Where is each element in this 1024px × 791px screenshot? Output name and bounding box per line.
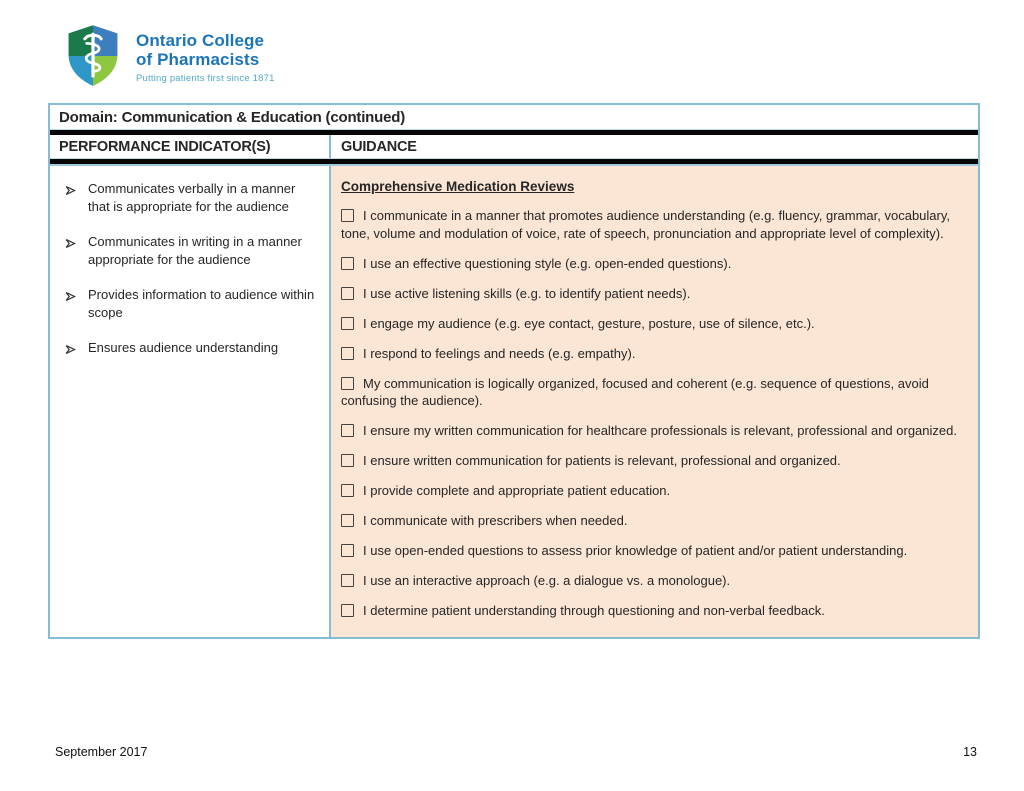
checkbox[interactable] (341, 424, 354, 437)
performance-indicator-item (63, 233, 319, 268)
logo-tagline: Putting patients first since 1871 (136, 73, 275, 84)
performance-indicators-cell (50, 166, 331, 637)
checkbox[interactable] (341, 454, 354, 467)
checkbox[interactable] (341, 544, 354, 557)
checkbox[interactable] (341, 514, 354, 527)
guidance-item-text: I ensure written communication for patients is relevant, professional and organized. (363, 453, 841, 468)
guidance-item-text: I use active listening skills (e.g. to identify patient needs). (363, 285, 691, 301)
checkbox[interactable] (341, 287, 354, 300)
guidance-checklist-item (341, 345, 962, 363)
checkbox[interactable] (341, 209, 354, 222)
logo-org-line1: Ontario College (136, 31, 265, 50)
guidance-item-text: I communicate with prescribers when needed. (363, 513, 628, 528)
guidance-checklist-item (341, 422, 962, 440)
arrow-bullet-icon (63, 286, 76, 321)
arrow-bullet-icon (63, 180, 76, 215)
guidance-item-text: I ensure my written communication for healthcare professionals is relevant, professional and organized. (363, 423, 957, 438)
guidance-item-text: I communicate in a manner that promotes audience understanding (e.g. fluency, grammar, vocabulary, tone, volume and modulation of voice, rate of speech, pronunciation and appropriate level of complexity). (341, 208, 950, 241)
guidance-cell (331, 166, 978, 637)
column-header-row (50, 135, 978, 159)
performance-indicator-text: Communicates verbally in a manner that is appropriate for the audience (88, 181, 296, 214)
guidance-item-text: I use open-ended questions to assess prior knowledge of patient and/or patient understanding. (363, 543, 908, 558)
performance-indicator-text: Provides information to audience within scope (88, 287, 315, 320)
shield-caduceus-icon (64, 23, 122, 89)
domain-table (48, 103, 980, 639)
logo-org-line2: of Pharmacists (136, 50, 260, 69)
guidance-checklist-item (341, 375, 962, 410)
checkbox[interactable] (341, 377, 354, 390)
performance-indicator-item (63, 286, 319, 321)
table-body-row (50, 164, 978, 637)
performance-indicator-text: Communicates in writing in a manner appropriate for the audience (88, 234, 302, 267)
guidance-checklist-item (341, 572, 962, 590)
guidance-item-text: I respond to feelings and needs (e.g. empathy). (363, 345, 636, 361)
guidance-checklist-item (341, 482, 962, 500)
performance-indicator-text: Ensures audience understanding (88, 340, 279, 355)
guidance-checklist-item (341, 207, 962, 242)
checkbox[interactable] (341, 317, 354, 330)
checkbox[interactable] (341, 347, 354, 360)
guidance-section-title: Comprehensive Medication Reviews (341, 179, 575, 194)
arrow-bullet-icon (63, 339, 76, 360)
guidance-item-text: I determine patient understanding through questioning and non-verbal feedback. (363, 603, 825, 618)
guidance-checklist-item (341, 255, 962, 273)
checkbox[interactable] (341, 604, 354, 617)
guidance-checklist-item (341, 315, 962, 333)
guidance-checklist-item (341, 285, 962, 303)
guidance-item-text: I use an interactive approach (e.g. a dialogue vs. a monologue). (363, 573, 731, 588)
checkbox[interactable] (341, 257, 354, 270)
footer-date: September 2017 (55, 745, 148, 759)
guidance-checklist (341, 207, 962, 620)
guidance-checklist-item (341, 542, 962, 560)
domain-title-row: Domain: Communication & Education (continued) (50, 105, 978, 130)
logo-text (136, 23, 275, 84)
footer-page-number: 13 (963, 745, 977, 759)
guidance-checklist-item (341, 452, 962, 470)
performance-indicator-item (63, 339, 319, 360)
performance-indicators-header: PERFORMANCE INDICATOR(S) (50, 135, 331, 158)
performance-indicator-item (63, 180, 319, 215)
arrow-bullet-icon (63, 233, 76, 268)
checkbox[interactable] (341, 484, 354, 497)
guidance-checklist-item (341, 512, 962, 530)
guidance-item-text: I use an effective questioning style (e.g. open-ended questions). (363, 255, 732, 271)
checkbox[interactable] (341, 574, 354, 587)
ocp-logo (64, 23, 275, 89)
guidance-item-text: My communication is logically organized, focused and coherent (e.g. sequence of questions, avoid confusing the audience). (341, 375, 929, 408)
guidance-item-text: I engage my audience (e.g. eye contact, gesture, posture, use of silence, etc.). (363, 315, 815, 331)
guidance-header: GUIDANCE (331, 135, 978, 158)
guidance-checklist-item (341, 602, 962, 620)
guidance-item-text: I provide complete and appropriate patient education. (363, 483, 671, 498)
